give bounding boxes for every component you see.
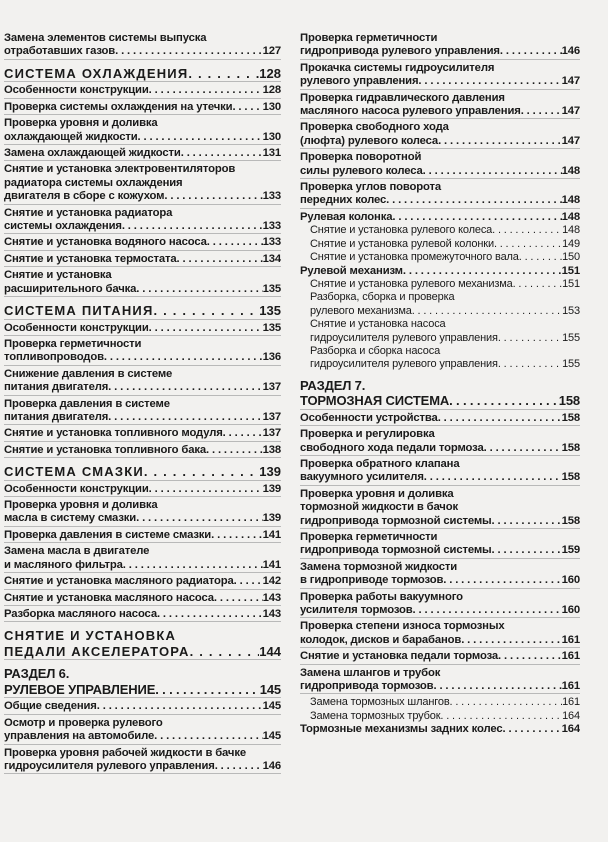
toc-entry-right-4[interactable] — [300, 151, 580, 179]
dot-leader — [136, 512, 263, 525]
toc-entry-title: Разборка и сборка насоса — [310, 344, 441, 357]
toc-entry-title: Особенности устройства — [300, 411, 438, 424]
toc-page-number: 148 — [561, 210, 580, 223]
toc-entry-title: усилителя тормозов — [300, 604, 413, 617]
toc-entry-title: гидропривода рулевого управления — [300, 45, 500, 58]
toc-entry-title: Проверка и регулировка — [300, 428, 435, 441]
toc-entry-right-22[interactable] — [300, 591, 580, 619]
toc-entry-left-8[interactable] — [4, 236, 281, 250]
dot-leader — [206, 444, 263, 457]
toc-page-number: 147 — [561, 105, 580, 118]
dot-leader — [190, 644, 260, 660]
toc-entry-title: Снятие и установка топливного модуля — [4, 427, 223, 440]
toc-page-number: 158 — [561, 411, 580, 424]
toc-page-number: 153 — [562, 304, 580, 317]
dot-leader — [498, 650, 562, 663]
toc-entry-right-26[interactable] — [300, 696, 580, 709]
dot-leader — [177, 253, 263, 266]
toc-section-left-26[interactable] — [4, 628, 281, 660]
toc-entry-title: РУЛЕВОЕ УПРАВЛЕНИЕ — [4, 681, 156, 697]
dot-leader — [188, 66, 259, 82]
toc-page-number: 161 — [561, 633, 580, 646]
dot-leader — [115, 45, 263, 58]
toc-entry-left-12[interactable] — [4, 322, 281, 336]
toc-entry-title: питания двигателя — [4, 381, 109, 394]
toc-entry-right-21[interactable] — [300, 561, 580, 589]
toc-entry-title: системы охлаждения — [4, 219, 122, 232]
toc-page-number: 159 — [561, 544, 580, 557]
toc-entry-title: и масляного фильтра — [4, 558, 123, 571]
toc-entry-title: Снятие и установка педали тормоза — [300, 650, 499, 663]
toc-entry-left-30[interactable] — [4, 747, 281, 775]
toc-entry-left-17[interactable] — [4, 444, 281, 458]
toc-entry-title: масляного насоса рулевого управления — [300, 105, 521, 118]
dot-leader — [214, 592, 263, 605]
dot-leader — [438, 412, 562, 425]
toc-entry-right-18[interactable] — [300, 458, 580, 486]
toc-entry-title: Проверка обратного клапана — [300, 457, 460, 470]
toc-entry-title: Осмотр и проверка рулевого — [4, 716, 163, 729]
toc-page-number: 134 — [262, 252, 281, 265]
toc-entry-title: отработавших газов — [4, 45, 116, 58]
toc-entry-title: Снятие и установка рулевого механизма — [310, 277, 513, 290]
toc-entry-title: гидропривода тормозной системы — [300, 544, 492, 557]
dot-leader — [207, 236, 263, 249]
toc-entry-title: СИСТЕМА ПИТАНИЯ — [4, 303, 154, 318]
toc-entry-title: Проверка свободного хода — [300, 121, 449, 134]
toc-page-number: 137 — [262, 427, 281, 440]
toc-entry-title: свободного хода педали тормоза — [300, 441, 484, 454]
dot-leader — [521, 105, 562, 118]
toc-entry-title: Общие сведения — [4, 700, 97, 713]
toc-page-number: 164 — [561, 723, 580, 736]
toc-entry-title: управления на автомобиле — [4, 730, 155, 743]
dot-leader — [418, 75, 561, 88]
toc-entry-right-16[interactable] — [300, 412, 580, 426]
toc-right-column — [300, 30, 580, 737]
toc-entry-right-3[interactable] — [300, 121, 580, 149]
toc-entry-title: Замена тормозных шлангов — [310, 696, 450, 709]
toc-entry-left-29[interactable] — [4, 717, 281, 745]
toc-entry-title: передних колес — [300, 194, 387, 207]
toc-entry-title: гидроусилителя рулевого управления — [310, 358, 498, 371]
toc-page-number: 161 — [562, 696, 580, 709]
toc-entry-title: Снятие и установка масляного насоса — [4, 591, 214, 604]
toc-page-number: 128 — [262, 84, 281, 97]
dot-leader — [498, 332, 562, 345]
dot-leader — [484, 442, 562, 455]
toc-page-number: 139 — [262, 512, 281, 525]
dot-leader — [494, 238, 562, 251]
toc-entry-title: Снижение давления в системе — [4, 367, 173, 380]
toc-page-number: 141 — [262, 528, 281, 541]
toc-entry-title: Замена шлангов и трубок — [300, 666, 441, 679]
toc-entry-right-10[interactable] — [300, 265, 580, 278]
dot-leader — [492, 224, 562, 237]
toc-entry-right-19[interactable] — [300, 488, 580, 529]
toc-entry-title: Проверка системы охлаждения на утечки — [4, 100, 233, 113]
toc-page-number: 137 — [262, 410, 281, 423]
toc-entry-right-25[interactable] — [300, 667, 580, 695]
toc-entry-title: Снятие и установка промежуточного вала — [310, 251, 519, 264]
dot-leader — [450, 696, 563, 709]
toc-page-number: 158 — [561, 514, 580, 527]
toc-entry-right-13[interactable] — [300, 318, 580, 345]
dot-leader — [500, 45, 562, 58]
toc-chapter-right-15[interactable] — [300, 378, 580, 410]
dot-leader — [136, 283, 262, 296]
dot-leader — [232, 101, 262, 114]
toc-entry-right-7[interactable] — [300, 224, 580, 237]
dot-leader — [386, 194, 561, 207]
toc-page-number: 142 — [262, 575, 281, 588]
toc-entry-right-12[interactable] — [300, 291, 580, 318]
toc-entry-left-23[interactable] — [4, 575, 281, 589]
toc-entry-title: Разборка, сборка и проверка — [310, 291, 455, 304]
toc-entry-left-10[interactable] — [4, 269, 281, 297]
dot-leader — [154, 303, 260, 319]
toc-entry-title: Проверка давления в системе смазки — [4, 528, 212, 541]
toc-entry-title: расширительного бачка — [4, 282, 137, 295]
toc-left-column — [4, 30, 281, 776]
toc-entry-title: (люфта) рулевого колеса — [300, 134, 439, 147]
toc-entry-title: Снятие и установка насоса — [310, 318, 446, 331]
toc-page-number: 145 — [262, 730, 281, 743]
toc-page-number: 130 — [262, 100, 281, 113]
toc-page-number: 141 — [262, 558, 281, 571]
toc-page-number: 161 — [561, 680, 580, 693]
toc-page-number: 137 — [262, 381, 281, 394]
toc-entry-left-3[interactable] — [4, 101, 281, 115]
toc-entry-right-6[interactable] — [300, 211, 580, 224]
dot-leader — [108, 381, 262, 394]
toc-entry-title: гидроусилителя рулевого управления — [310, 331, 498, 344]
dot-leader — [440, 710, 562, 723]
toc-entry-title: двигателя в сборе с кожухом — [4, 190, 165, 203]
dot-leader — [104, 351, 263, 364]
toc-page-number: 133 — [262, 236, 281, 249]
toc-entry-right-8[interactable] — [300, 238, 580, 251]
dot-leader — [503, 723, 562, 736]
toc-page-number: 147 — [561, 75, 580, 88]
toc-page-number: 160 — [561, 604, 580, 617]
toc-entry-title: Снятие и установка топливного бака — [4, 443, 206, 456]
toc-entry-left-25[interactable] — [4, 608, 281, 622]
toc-page-number: 127 — [262, 45, 281, 58]
toc-entry-title: РАЗДЕЛ 7. — [300, 377, 366, 393]
toc-entry-right-20[interactable] — [300, 531, 580, 559]
toc-entry-title: Снятие и установка рулевого колеса — [310, 224, 493, 237]
toc-entry-title: радиатора системы охлаждения — [4, 176, 183, 189]
toc-page-number: 158 — [561, 441, 580, 454]
toc-page-number: 133 — [262, 219, 281, 232]
toc-page-number: 149 — [562, 237, 580, 250]
toc-entry-title: Разборка масляного насоса — [4, 607, 157, 620]
toc-entry-title: Проверка герметичности — [4, 337, 142, 350]
toc-page-number: 135 — [262, 282, 281, 295]
toc-entry-right-1[interactable] — [300, 62, 580, 90]
toc-entry-title: силы рулевого колеса — [300, 164, 423, 177]
toc-page-number: 146 — [561, 45, 580, 58]
dot-leader — [433, 680, 561, 693]
toc-entry-title: Проверка гидравлического давления — [300, 91, 505, 104]
toc-entry-title: Проверка уровня и доливка — [4, 117, 158, 130]
dot-leader — [392, 211, 561, 224]
toc-entry-title: тормозной жидкости в бачок — [300, 501, 458, 514]
dot-leader — [149, 483, 263, 496]
toc-entry-left-13[interactable] — [4, 338, 281, 366]
toc-entry-title: охлаждающей жидкости — [4, 130, 138, 143]
dot-leader — [492, 515, 562, 528]
dot-leader — [154, 730, 262, 743]
toc-entry-title: вакуумного усилителя — [300, 471, 424, 484]
toc-entry-title: Снятие и установка водяного насоса — [4, 236, 207, 249]
toc-entry-right-9[interactable] — [300, 251, 580, 264]
toc-entry-title: СИСТЕМА ОХЛАЖДЕНИЯ — [4, 65, 189, 81]
toc-entry-right-2[interactable] — [300, 92, 580, 120]
dot-leader — [164, 190, 262, 203]
toc-page-number: 135 — [259, 303, 281, 318]
toc-entry-title: Замена тормозных трубок — [310, 709, 441, 722]
dot-leader — [149, 322, 263, 335]
toc-entry-title: Снятие и установка рулевой колонки — [310, 237, 494, 250]
toc-entry-left-21[interactable] — [4, 529, 281, 543]
toc-entry-title: Снятие и установка масляного радиатора — [4, 575, 234, 588]
toc-entry-title: Замена тормозной жидкости — [300, 560, 458, 573]
toc-entry-title: Проверка углов поворота — [300, 181, 441, 194]
dot-leader — [122, 220, 263, 233]
dot-leader — [519, 251, 562, 264]
toc-entry-left-4[interactable] — [4, 117, 281, 145]
toc-page-number: 151 — [561, 264, 580, 277]
toc-entry-right-5[interactable] — [300, 181, 580, 209]
toc-entry-title: Проверка давления в системе — [4, 397, 170, 410]
dot-leader — [424, 471, 562, 484]
toc-entry-title: рулевого управления — [300, 75, 419, 88]
toc-entry-title: колодок, дисков и барабанов — [300, 633, 462, 646]
toc-page-number: 139 — [259, 464, 281, 480]
toc-entry-title: питания двигателя — [4, 410, 109, 423]
toc-page-number: 161 — [561, 650, 580, 663]
toc-entry-title: Особенности конструкции — [4, 482, 149, 495]
toc-entry-title: Особенности конструкции — [4, 321, 149, 334]
toc-entry-title: СИСТЕМА СМАЗКИ — [4, 464, 144, 480]
toc-entry-right-24[interactable] — [300, 650, 580, 664]
toc-entry-left-22[interactable] — [4, 545, 281, 573]
toc-page-number: 150 — [562, 251, 580, 264]
toc-page-number: 155 — [562, 358, 580, 371]
dot-leader — [149, 84, 263, 97]
toc-page-number: 145 — [262, 700, 281, 713]
dot-leader — [413, 604, 562, 617]
toc-entry-title: Рулевой механизм — [300, 264, 403, 277]
dot-leader — [108, 411, 262, 424]
toc-page-number: 143 — [262, 607, 281, 620]
toc-entry-title: Проверка уровня и доливка — [4, 499, 158, 512]
dot-leader — [234, 575, 263, 588]
toc-entry-left-19[interactable] — [4, 483, 281, 497]
toc-entry-title: рулевого механизма — [310, 304, 412, 317]
toc-entry-left-14[interactable] — [4, 368, 281, 396]
toc-page-number: 135 — [262, 321, 281, 334]
toc-entry-left-5[interactable] — [4, 147, 281, 161]
toc-chapter-left-27[interactable] — [4, 666, 281, 698]
toc-entry-right-23[interactable] — [300, 620, 580, 648]
dot-leader — [513, 278, 562, 291]
toc-section-left-11[interactable] — [4, 303, 281, 320]
toc-page-number: 144 — [259, 643, 281, 659]
toc-page-number: 143 — [262, 591, 281, 604]
toc-entry-right-0[interactable] — [300, 32, 580, 60]
dot-leader — [412, 305, 562, 318]
toc-entry-title: Замена элементов системы выпуска — [4, 32, 207, 44]
toc-page-number: 155 — [562, 331, 580, 344]
toc-entry-title: Проверка уровня рабочей жидкости в бачке — [4, 746, 246, 759]
toc-page-number: 136 — [262, 351, 281, 364]
toc-entry-title: Особенности конструкции — [4, 84, 149, 97]
dot-leader — [438, 135, 562, 148]
toc-entry-right-28[interactable] — [300, 723, 580, 736]
toc-entry-title: топливопроводов — [4, 351, 104, 364]
toc-page-number: 145 — [259, 681, 281, 697]
toc-entry-left-9[interactable] — [4, 253, 281, 267]
toc-entry-title: Рулевая колонка — [300, 210, 393, 223]
toc-entry-title: Проверка герметичности — [300, 32, 438, 44]
dot-leader — [223, 427, 263, 440]
toc-page-number: 128 — [259, 65, 281, 81]
toc-entry-title: ТОРМОЗНАЯ СИСТЕМА — [300, 393, 450, 409]
toc-page-number: 160 — [561, 574, 580, 587]
dot-leader — [215, 760, 263, 773]
toc-entry-left-0[interactable] — [4, 32, 281, 60]
toc-page-number: 164 — [562, 709, 580, 722]
toc-entry-title: гидропривода тормозов — [300, 680, 434, 693]
toc-entry-title: РАЗДЕЛ 6. — [4, 666, 70, 682]
toc-page-number: 158 — [558, 393, 580, 409]
toc-page-number: 147 — [561, 134, 580, 147]
toc-entry-title: гидроусилителя рулевого управления — [4, 759, 215, 772]
toc-entry-title: Тормозные механизмы задних колес — [300, 723, 503, 736]
toc-entry-title: Замена охлаждающей жидкости — [4, 146, 181, 159]
toc-page-number: 148 — [562, 224, 580, 237]
toc-page-number: 130 — [262, 130, 281, 143]
dot-leader — [123, 559, 263, 572]
dot-leader — [449, 393, 559, 409]
toc-entry-title: СНЯТИЕ И УСТАНОВКА — [4, 628, 177, 644]
toc-entry-left-2[interactable] — [4, 84, 281, 98]
toc-entry-left-6[interactable] — [4, 163, 281, 204]
toc-entry-title: в гидроприводе тормозов — [300, 574, 444, 587]
toc-entry-title: ПЕДАЛИ АКСЕЛЕРАТОРА — [4, 643, 190, 659]
toc-page-number: 148 — [561, 194, 580, 207]
toc-page-number: 139 — [262, 482, 281, 495]
toc-entry-title: Проверка работы вакуумного — [300, 590, 463, 603]
toc-page-number: 138 — [262, 443, 281, 456]
toc-entry-title: Проверка степени износа тормозных — [300, 620, 505, 633]
toc-entry-right-11[interactable] — [300, 278, 580, 291]
dot-leader — [498, 358, 562, 371]
toc-entry-title: гидропривода тормозной системы — [300, 514, 492, 527]
toc-entry-title: Проверка герметичности — [300, 531, 438, 543]
dot-leader — [443, 574, 561, 587]
toc-entry-left-24[interactable] — [4, 592, 281, 606]
dot-leader — [181, 147, 263, 160]
toc-page-number: 148 — [561, 164, 580, 177]
dot-leader — [211, 529, 262, 542]
toc-entry-title: масла в систему смазки — [4, 512, 137, 525]
toc-entry-title: Проверка поворотной — [300, 151, 422, 164]
toc-entry-title: Снятие и установка радиатора — [4, 206, 173, 219]
toc-entry-left-28[interactable] — [4, 700, 281, 714]
dot-leader — [157, 608, 263, 621]
dot-leader — [403, 265, 562, 278]
toc-page-number: 133 — [262, 190, 281, 203]
toc-page-number: 131 — [262, 146, 281, 159]
toc-entry-left-16[interactable] — [4, 427, 281, 441]
toc-entry-left-20[interactable] — [4, 499, 281, 527]
toc-entry-left-7[interactable] — [4, 207, 281, 235]
toc-section-left-18[interactable] — [4, 464, 281, 481]
toc-entry-title: Прокачка системы гидроусилителя — [300, 61, 495, 74]
toc-entry-title: Снятие и установка — [4, 269, 112, 282]
dot-leader — [461, 634, 561, 647]
toc-page-number: 151 — [562, 277, 580, 290]
toc-page-number: 158 — [561, 471, 580, 484]
dot-leader — [155, 682, 260, 698]
dot-leader — [144, 464, 259, 480]
dot-leader — [492, 544, 562, 557]
toc-section-left-1[interactable] — [4, 66, 281, 83]
dot-leader — [138, 131, 263, 144]
toc-entry-title: Замена масла в двигателе — [4, 545, 150, 558]
toc-entry-left-15[interactable] — [4, 398, 281, 426]
toc-entry-right-14[interactable] — [300, 345, 580, 372]
toc-entry-right-27[interactable] — [300, 710, 580, 723]
toc-entry-title: Снятие и установка термостата — [4, 252, 177, 265]
toc-entry-title: Проверка уровня и доливка — [300, 487, 454, 500]
toc-page-number: 146 — [262, 759, 281, 772]
toc-entry-right-17[interactable] — [300, 428, 580, 456]
dot-leader — [97, 700, 263, 713]
dot-leader — [423, 165, 562, 178]
toc-entry-title: Снятие и установка электровентиляторов — [4, 163, 236, 176]
